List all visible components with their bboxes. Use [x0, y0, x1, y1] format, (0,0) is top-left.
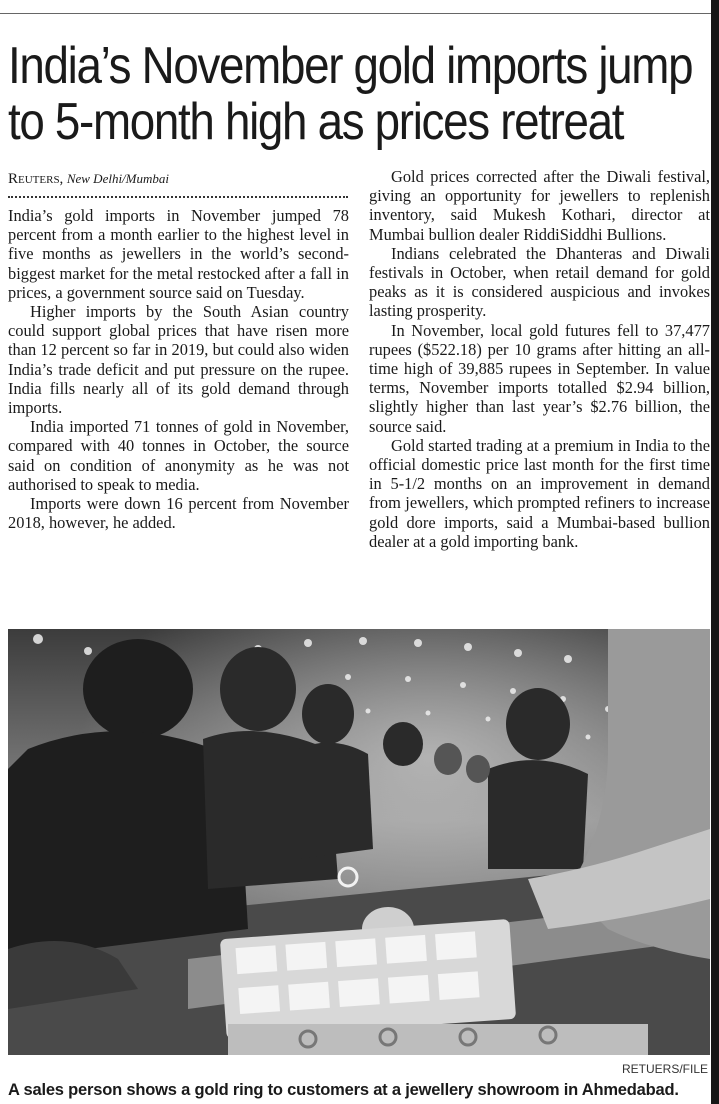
headline: [8, 37, 693, 151]
article-paragraph: India’s gold imports in November jumped 78 percent from a month earlier to the highest level in five months as jewellers in the world’s second-biggest market for the metal restocked after a fall in prices, a government source said on Tuesday.: [8, 206, 349, 302]
article-column-left: [8, 206, 349, 532]
article-paragraph: Gold prices corrected after the Diwali festival, giving an opportunity for jewellers to replenish inventory, said Mukesh Kothari, director at Mumbai bullion dealer RiddiSiddhi Bullions.: [369, 167, 710, 244]
article-paragraph: Gold started trading at a premium in India to the official domestic price last month for the first time in 5-1/2 months on an improvement in demand from jewellers, which prompted refiners to increase gold dore imports, said a Mumbai-based bullion dealer at a gold importing bank.: [369, 435, 710, 551]
article-paragraph: In November, local gold futures fell to 37,477 rupees ($522.18) per 10 grams after hitting an all-time high of 39,885 rupees in September. In value terms, November imports totalled $2.94 billion, slightly higher than last year’s $2.76 billion, the source said.: [369, 320, 710, 436]
byline-location: New Delhi/Mumbai: [66, 171, 169, 186]
article-paragraph: Indians celebrated the Dhanteras and Diwali festivals in October, when retail demand for gold peaks as it is considered auspicious and invokes lasting prosperity.: [369, 243, 710, 321]
byline: [8, 170, 169, 189]
headline-line-1: India’s November gold imports jump: [8, 37, 693, 95]
news-photo: [8, 629, 710, 1055]
headline-line-2: to 5-month high as prices retreat: [8, 93, 624, 151]
article-column-right: [369, 167, 710, 551]
photo-caption: A sales person shows a gold ring to customers at a jewellery showroom in Ahmedabad.: [8, 1081, 679, 1099]
page-edge-shadow: [711, 0, 719, 1104]
jewellery-showroom-photo: [8, 629, 710, 1055]
article-paragraph: Imports were down 16 percent from November 2018, however, he added.: [8, 494, 349, 533]
byline-agency: Reuters,: [8, 171, 64, 187]
byline-divider: [8, 196, 348, 198]
top-rule: [0, 13, 711, 14]
article-paragraph: Higher imports by the South Asian country could support global prices that have risen more than 12 percent so far in 2019, but could also widen India’s trade deficit and put pressure on the rupee. India fills nearly all of its gold demand through imports.: [8, 302, 349, 418]
article-paragraph: India imported 71 tonnes of gold in November, compared with 40 tonnes in October, the source said on condition of anonymity as he was not authorised to speak to media.: [8, 417, 349, 494]
photo-credit: RETUERS/FILE: [621, 1062, 708, 1076]
